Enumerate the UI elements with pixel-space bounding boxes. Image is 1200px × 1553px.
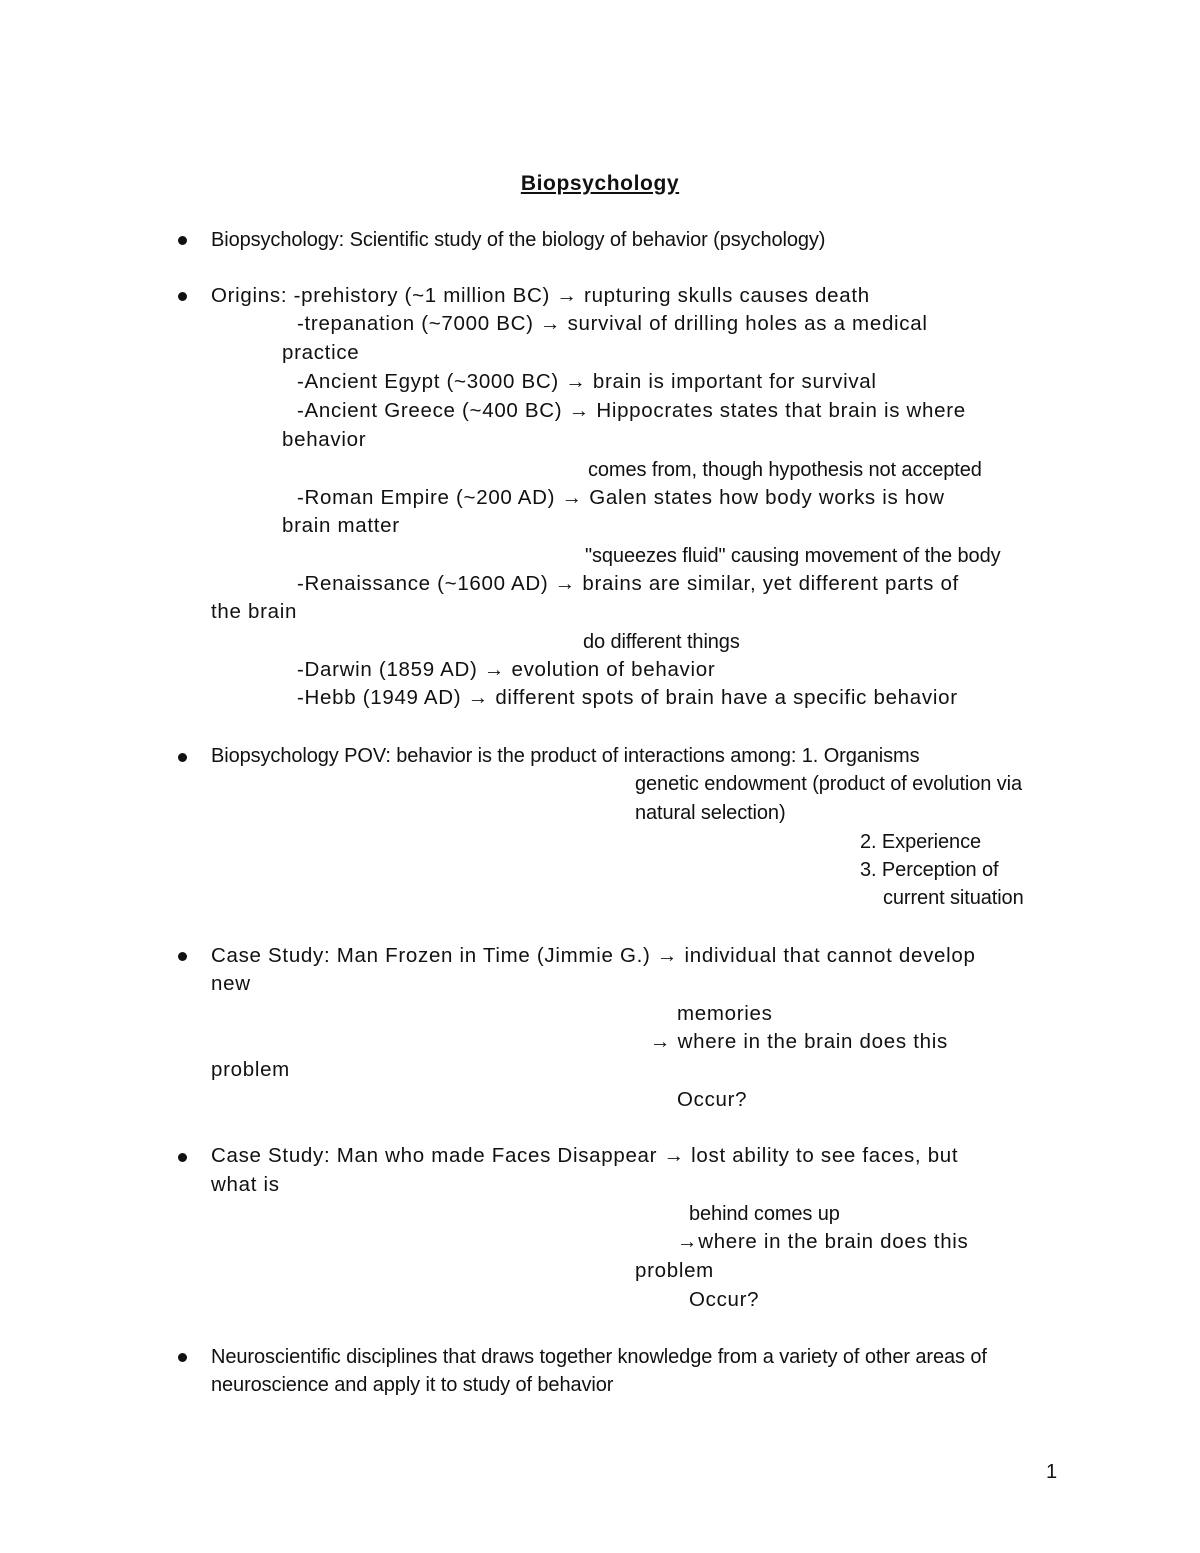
origins-rome-cont2: "squeezes fluid" causing movement of the body xyxy=(585,545,1001,567)
page-title: Biopsychology xyxy=(520,172,680,195)
pov-text-cont2: natural selection) xyxy=(635,802,786,824)
case1-occur: Occur? xyxy=(677,1088,748,1111)
case2-text: Case Study: Man who made Faces Disappear → lost ability to see faces, but xyxy=(211,1144,959,1167)
origins-renaissance: -Renaissance (~1600 AD) → brains are similar, yet different parts of xyxy=(297,572,959,595)
case1-text-cont: new xyxy=(211,972,251,995)
case2-problem: problem xyxy=(635,1259,714,1282)
pov-perception-cont: current situation xyxy=(883,887,1024,909)
bullet-icon xyxy=(178,952,187,961)
pov-text: Biopsychology POV: behavior is the product of interactions among: 1. Organisms xyxy=(211,745,920,767)
origins-trepanation-cont: practice xyxy=(282,341,360,364)
case2-question: →where in the brain does this xyxy=(677,1230,969,1253)
case1-question: → where in the brain does this xyxy=(650,1030,948,1053)
origins-greece: -Ancient Greece (~400 BC) → Hippocrates states that brain is where xyxy=(297,399,966,422)
origins-greece-cont2: comes from, though hypothesis not accepted xyxy=(588,459,982,481)
bullet-icon xyxy=(178,1153,187,1162)
case2-behind: behind comes up xyxy=(689,1203,840,1225)
origins-renaissance-cont: the brain xyxy=(211,600,298,623)
pov-experience: 2. Experience xyxy=(860,831,981,853)
origins-prehistory: Origins: -prehistory (~1 million BC) → rupturing skulls causes death xyxy=(211,284,870,307)
origins-renaissance-cont2: do different things xyxy=(583,631,740,653)
case1-problem: problem xyxy=(211,1058,290,1081)
bullet-icon xyxy=(178,236,187,245)
origins-egypt: -Ancient Egypt (~3000 BC) → brain is important for survival xyxy=(297,370,877,393)
bullet-icon xyxy=(178,1353,187,1362)
origins-darwin: -Darwin (1859 AD) → evolution of behavior xyxy=(297,658,716,681)
bullet-icon xyxy=(178,292,187,301)
neuro-text-cont: neuroscience and apply it to study of behavior xyxy=(211,1374,614,1396)
case1-memories: memories xyxy=(677,1002,773,1025)
page-number: 1 xyxy=(1046,1461,1058,1483)
definition-text: Biopsychology: Scientific study of the biology of behavior (psychology) xyxy=(211,229,826,251)
origins-rome: -Roman Empire (~200 AD) → Galen states how body works is how xyxy=(297,486,945,509)
neuro-text: Neuroscientific disciplines that draws together knowledge from a variety of other areas of xyxy=(211,1346,987,1368)
origins-trepanation: -trepanation (~7000 BC) → survival of drilling holes as a medical xyxy=(297,312,928,335)
origins-hebb: -Hebb (1949 AD) → different spots of brain have a specific behavior xyxy=(297,686,958,709)
case2-text-cont: what is xyxy=(211,1173,280,1196)
origins-greece-cont: behavior xyxy=(282,428,367,451)
bullet-icon xyxy=(178,753,187,762)
origins-rome-cont: brain matter xyxy=(282,514,400,537)
case1-text: Case Study: Man Frozen in Time (Jimmie G.) → individual that cannot develop xyxy=(211,944,976,967)
pov-text-cont: genetic endowment (product of evolution via xyxy=(635,773,1023,795)
case2-occur: Occur? xyxy=(689,1288,760,1311)
pov-perception: 3. Perception of xyxy=(860,859,999,881)
